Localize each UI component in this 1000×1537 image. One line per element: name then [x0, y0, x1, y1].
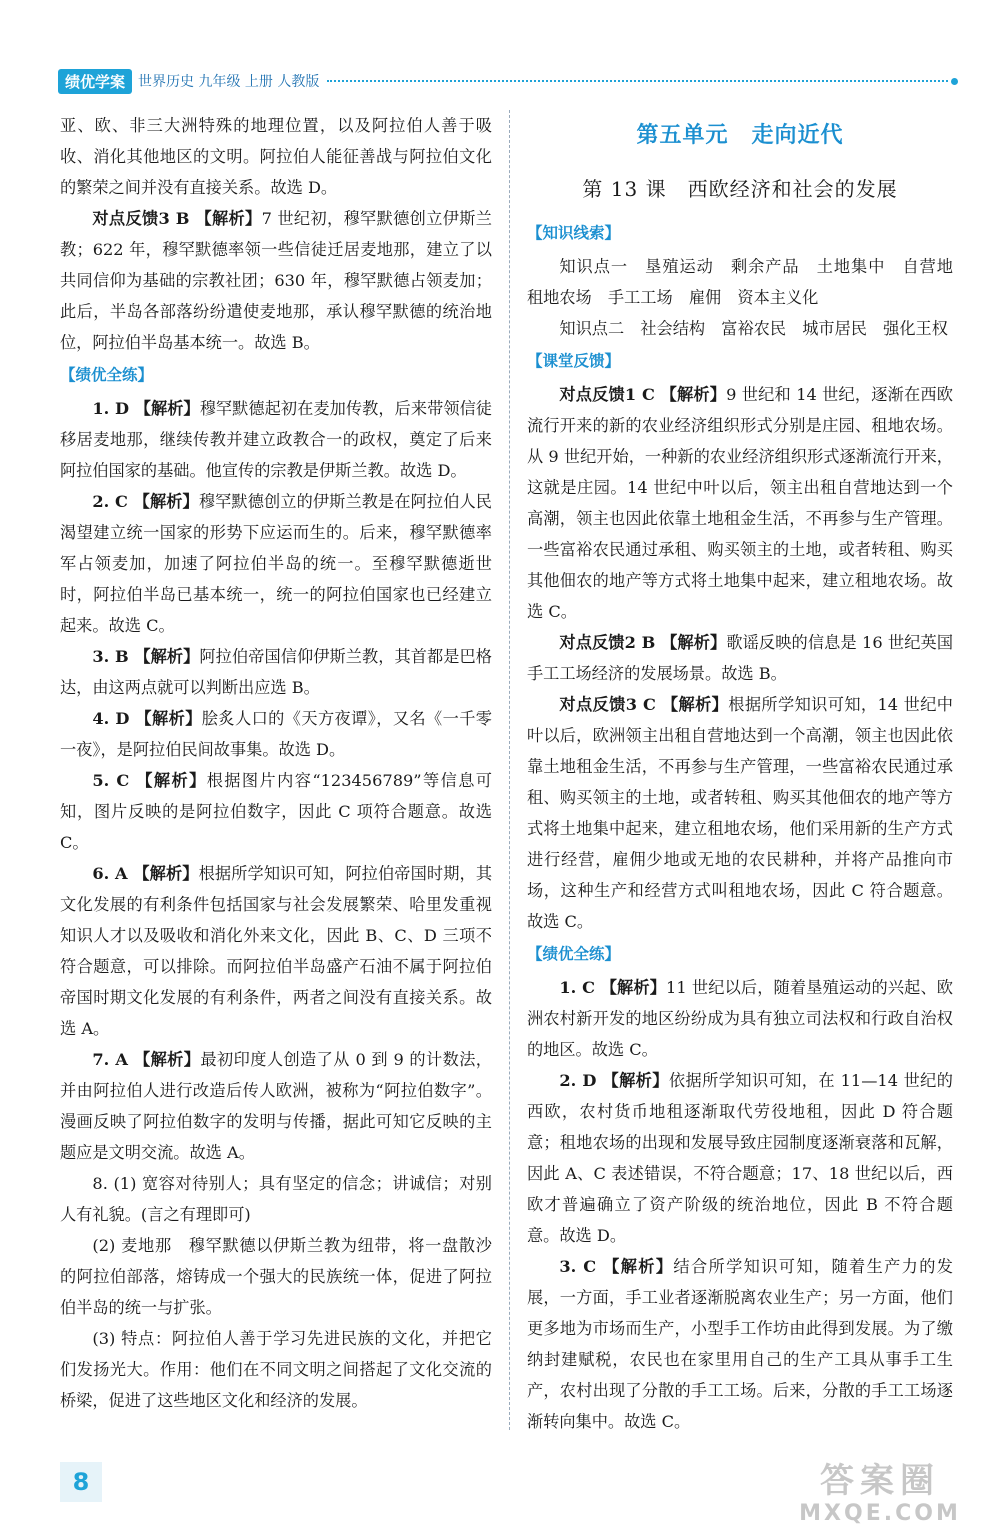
answer-item-q8-2: (2) 麦地那 穆罕默德以伊斯兰教为纽带，将一盘散沙的阿拉伯部落，熔铸成一个强大的民族统一体，促进了阿拉伯半岛的统一与扩张。 [60, 1236, 492, 1317]
right-column [527, 110, 970, 1437]
answer-tag: 1. D 【解析】 [92, 399, 200, 418]
section-heading: 【绩优全练】 [60, 366, 154, 384]
answer-text: 7 世纪初，穆罕默德创立伊斯兰教；622 年，穆罕默德率领一些信徒迁居麦地那，建立了以共同信仰为基础的宗教社团；630 年，穆罕默德占领麦加；此后，半岛各部落纷纷遣使麦地那，承认穆罕默德的统治地位，阿拉伯半岛基本统一。故选 B。 [60, 209, 492, 352]
answer-text: 根据所学知识可知，阿拉伯帝国时期，其文化发展的有利条件包括国家与社会发展繁荣、哈里发重视知识人才以及吸收和消化外来文化，因此 B、C、D 三项不符合题意，可以排除。而阿拉伯半岛盛产石油不属于阿拉伯帝国时期文化发展的有利条件，两者之间没有直接关系。故选 A。 [60, 864, 493, 1038]
knowledge-point-1: 知识点一 垦殖运动 剩余产品 土地集中 自营地 租地农场 手工工场 雇佣 资本主义化 [527, 257, 970, 307]
answer-paragraph [60, 203, 492, 358]
column-divider [509, 110, 510, 1430]
answer-item [60, 765, 492, 858]
answer-tag: 4. D 【解析】 [92, 709, 202, 728]
answer-item [60, 703, 492, 765]
answer-text: 穆罕默德起初在麦加传教，后来带领信徒移居麦地那，继续传教并建立政教合一的政权，奠定了后来阿拉伯国家的基础。他宣传的宗教是伊斯兰教。故选 D。 [60, 399, 492, 480]
answer-text: 歌谣反映的信息是 16 世纪英国手工工场经济的发展场景。故选 B。 [527, 633, 954, 683]
left-column [60, 110, 492, 1416]
answer-text: 依据所学知识可知，在 11—14 世纪的西欧，农村货币地租逐渐取代劳役地租，因此 D 符合题意；租地农场的出现和发展导致庄园制度逐渐衰落和瓦解，因此 A、C 表述错误，不符合题意；17、18 世纪以后，西欧才普遍确立了资产阶级的统治地位，因此 B 不符合题意。故选 D。 [527, 1071, 953, 1245]
answer-text: 结合所学知识可知，随着生产力的发展，一方面，手工业者逐渐脱离农业生产；另一方面，他们更多地为市场而生产，小型手工作坊由此得到发展。为了缴纳封建赋税，农民也在家里用自己的生产工具从事手工生产，农村出现了分散的手工工场。后来，分散的手工工场逐渐转向集中。故选 C。 [527, 1257, 953, 1431]
answer-item-q8-3: (3) 特点：阿拉伯人善于学习先进民族的文化，并把它们发扬光大。作用：他们在不同文明之间搭起了文化交流的桥梁，促进了这些地区文化和经济的发展。 [60, 1329, 492, 1410]
section-heading: 【绩优全练】 [527, 945, 621, 963]
header-dot [951, 78, 958, 85]
answer-item [527, 972, 953, 1065]
unit-title: 第五单元 走向近代 [636, 123, 844, 148]
paragraph: 亚、欧、非三大洲特殊的地理位置，以及阿拉伯人善于吸收、消化其他地区的文明。阿拉伯人能征善战与阿拉伯文化的繁荣之间并没有直接关系。故选 D。 [60, 116, 492, 197]
section-heading: 【知识线索】 [527, 224, 621, 242]
answer-item [60, 393, 492, 486]
answer-item [527, 1065, 953, 1251]
answer-text: 穆罕默德创立的伊斯兰教是在阿拉伯人民渴望建立统一国家的形势下应运而生的。后来，穆罕默德率军占领麦加，加速了阿拉伯半岛的统一。至穆罕默德逝世时，阿拉伯半岛已基本统一，统一的阿拉伯国家也已经建立起来。故选 C。 [60, 492, 492, 635]
answer-tag: 3. C 【解析】 [559, 1257, 674, 1276]
watermark-text: 答案圈 [820, 1461, 940, 1501]
answer-item [527, 1251, 953, 1437]
page-header [58, 68, 958, 94]
answer-tag: 对点反馈3 B 【解析】 [92, 209, 262, 228]
brand-label: 绩优学案 [58, 69, 132, 94]
answer-text: 脍炙人口的《天方夜谭》，又名《一千零一夜》，是阿拉伯民间故事集。故选 D。 [60, 709, 492, 759]
answer-item [60, 641, 492, 703]
lesson-title: 第 13 课 西欧经济和社会的发展 [582, 177, 898, 201]
answer-text: 根据所学知识可知，14 世纪中叶以后，欧洲领主出租自营地达到一个高潮，领主也因此依靠土地租金生活，不再参与生产管理，一些富裕农民通过承租、购买领主的土地，或者转租、购买其他佃农的地产等方式将土地集中起来，建立租地农场，他们采用新的生产方式进行经营，雇佣少地或无地的农民耕种，并将产品推向市场，这种生产和经营方式叫租地农场，因此 C 符合题意。故选 C。 [527, 695, 953, 931]
answer-text: 最初印度人创造了从 0 到 9 的计数法，并由阿拉伯人进行改造后传人欧洲，被称为“阿拉伯数字”。漫画反映了阿拉伯数字的发明与传播，据此可知它反映的主题应是文明交流。故选 A。 [60, 1050, 492, 1162]
answer-paragraph [527, 379, 953, 627]
answer-tag: 对点反馈3 C 【解析】 [559, 695, 729, 714]
page-number: 8 [60, 1462, 102, 1502]
answer-paragraph [527, 689, 953, 937]
answer-tag: 对点反馈2 B 【解析】 [559, 633, 727, 652]
answer-tag: 1. C 【解析】 [559, 978, 667, 997]
answer-paragraph [527, 627, 953, 689]
answer-tag: 3. B 【解析】 [92, 647, 200, 666]
answer-tag: 2. D 【解析】 [559, 1071, 669, 1090]
watermark-url: MXQE.COM [799, 1501, 961, 1526]
section-heading: 【课堂反馈】 [527, 352, 621, 370]
answer-tag: 5. C 【解析】 [92, 771, 207, 790]
answer-tag: 7. A 【解析】 [92, 1050, 201, 1069]
knowledge-point-2: 知识点二 社会结构 富裕农民 城市居民 强化王权 [559, 319, 948, 338]
answer-tag: 6. A 【解析】 [92, 864, 199, 883]
book-info: 世界历史 九年级 上册 人教版 [138, 74, 320, 90]
answer-text: 阿拉伯帝国信仰伊斯兰教，其首都是巴格达，由这两点就可以判断出应选 B。 [60, 647, 492, 697]
answer-item [60, 486, 492, 641]
answer-text: 9 世纪和 14 世纪，逐渐在西欧流行开来的新的农业经济组织形式分别是庄园、租地农场。从 9 世纪开始，一种新的农业经济组织形式逐渐流行开来，这就是庄园。14 世纪中叶以后，领主出租自营地达到一个高潮，领主也因此依靠土地租金生活，不再参与生产管理。一些富裕农民通过承租、购买领主的土地，或者转租、购买其他佃农的地产等方式将土地集中起来，建立租地农场。故选 C。 [527, 385, 953, 621]
answer-text: 根据图片内容“123456789”等信息可知，图片反映的是阿拉伯数字，因此 C 项符合题意。故选 C。 [60, 771, 492, 852]
header-dotted-rule [327, 80, 948, 82]
answer-tag: 对点反馈1 C 【解析】 [559, 385, 727, 404]
answer-item [60, 858, 492, 1044]
answer-tag: 2. C 【解析】 [92, 492, 199, 511]
watermark-logo [780, 1462, 980, 1532]
answer-text: 11 世纪以后，随着垦殖运动的兴起、欧洲农村新开发的地区纷纷成为具有独立司法权和行政自治权的地区。故选 C。 [527, 978, 953, 1059]
answer-item-q8-1: 8. (1) 宽容对待别人；具有坚定的信念；讲诚信；对别人有礼貌。(言之有理即可) [60, 1174, 492, 1224]
answer-item [60, 1044, 492, 1168]
